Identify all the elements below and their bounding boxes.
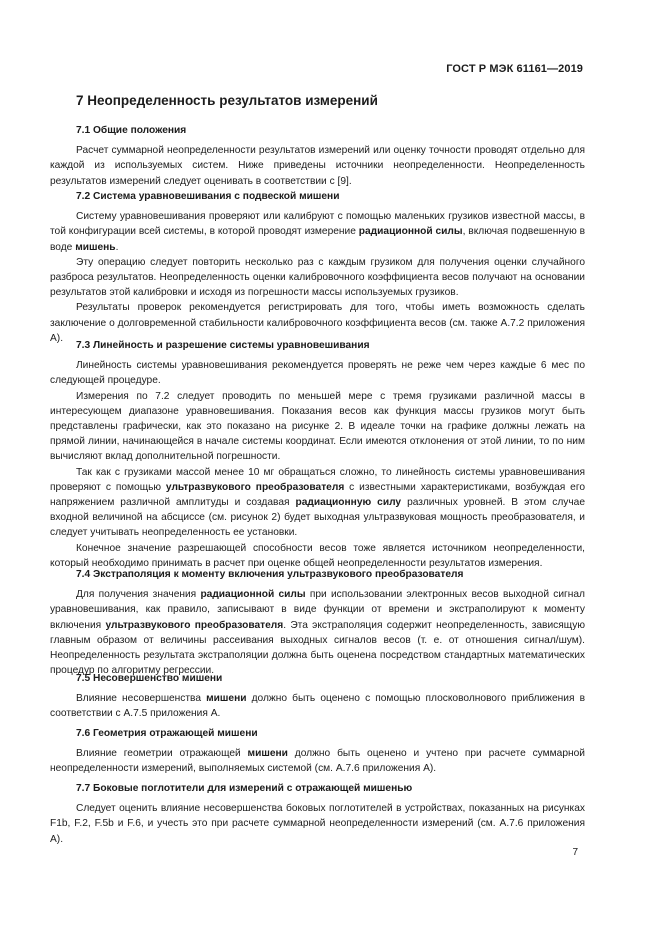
text-run: Измерения по 7.2 следует проводить по меньшей мере с тремя грузиками различной массы в интересующем диапазоне уравновешивания. Показания весов как функция массы грузиков могут быть представлены графически, как это показано на рисунке 2. В идеале точки на графике должны лежать на прямой линии, начинающейся в начале системы координат. Если имеются отклонения от этой линии, то по ним вычисляют вклад дополнительной погрешности.: [50, 390, 585, 463]
subsection-7-2: [50, 189, 585, 346]
subsection-heading: 7.2 Система уравновешивания с подвеской мишени: [76, 191, 340, 202]
bold-term: мишень: [75, 241, 116, 253]
paragraph: [50, 801, 585, 847]
paragraph: [50, 209, 585, 255]
text-run: с известными характеристиками, возбуждая его напряжением различной амплитуды и создавая: [50, 481, 585, 509]
subsection-heading: 7.4 Экстраполяция к моменту включения ультразвукового преобразователя: [76, 569, 464, 580]
text-run: Для получения значения: [76, 589, 201, 601]
bold-term: радиационной силы: [200, 589, 306, 601]
subsection-heading: 7.5 Несовершенство мишени: [76, 673, 223, 684]
text-run: , включая подвешенную в воде: [50, 226, 585, 253]
text-run: . Эта экстраполяция содержит неопределенность, зависящую главным образом от величины рассеивания выходных сигналов весов (т. е. от отношения сигнал/шум). Неопределенность результата экстраполяции должна быть оценена посредством стандартных математических процедур по алгоритму регрессии.: [50, 619, 586, 677]
text-run: должно быть оценено и учтено при расчете суммарной неопределенности измерений, выполняемых системой (см. А.7.6 приложения А).: [50, 748, 585, 775]
subsection-7-7: [50, 781, 585, 847]
text-run: Расчет суммарной неопределенности результатов измерений или оценку точности проводят отдельно для каждой из используемых систем. Ниже приведены источники неопределенности. Неопределенность результатов измерений следует оценивать в соответствии с [9].: [50, 145, 585, 187]
text-run: Конечное значение разрешающей способности весов тоже является источником неопределенности, который необходимо принимать в расчет при оценке общей неопределенности результатов измерения.: [50, 542, 585, 569]
document-header: ГОСТ Р МЭК 61161—2019: [446, 63, 583, 75]
text-run: Эту операцию следует повторить несколько раз с каждым грузиком для получения оценки случайного разброса результатов. Неопределенность оценки калибровочного коэффициента весов получают на основании результатов этой калибровки и исходя из погрешности массы используемых грузиков.: [50, 256, 585, 299]
subsection-heading: 7.3 Линейность и разрешение системы уравновешивания: [76, 340, 370, 351]
paragraph: [50, 143, 585, 189]
subsection-heading: 7.6 Геометрия отражающей мишени: [76, 728, 258, 739]
paragraph: [50, 255, 585, 301]
text-run: Результаты проверок рекомендуется регистрировать для того, чтобы иметь возможность сделать заключение о долговременной стабильности калибровочного коэффициента весов (см. также А.7.2 приложения А).: [50, 302, 585, 344]
bold-term: радиационной силы: [358, 226, 463, 238]
text-run: различных уровней. В этом случае входной величиной на абсциссе (см. рисунок 2) будет выходная ультразвуковая мощность преобразователя, и следует учитывать неопределенность ее установки.: [50, 497, 585, 539]
text-run: при использовании электронных весов выходной сигнал уравновешивания, как правило, записывают в виде функции от времени и экстраполируют к моменту включения: [50, 589, 585, 631]
text-run: Влияние геометрии отражающей: [76, 748, 248, 760]
page-number: 7: [572, 847, 578, 858]
bold-term: радиационную силу: [295, 497, 402, 509]
paragraph: [50, 691, 585, 721]
subsection-7-4: [50, 567, 585, 678]
text-run: Так как с грузиками массой менее 10 мг обращаться сложно, то линейность системы уравновешивания проверяют с помощью: [50, 466, 585, 493]
subsection-7-6: [50, 726, 585, 777]
text-run: Следует оценить влияние несовершенства боковых поглотителей в устройствах, показанных на рисунках F1b, F.2, F.5b и F.6, и учесть это при расчете суммарной неопределенности измерений (см. А.7.6 приложения А).: [50, 803, 585, 845]
text-run: должно быть оценено с помощью плосковолнового приближения в соответствии с А.7.5 приложения А.: [50, 693, 585, 720]
paragraph: [50, 389, 585, 465]
paragraph: [50, 587, 585, 678]
paragraph: [50, 465, 585, 541]
text-run: Систему уравновешивания проверяют или калибруют с помощью маленьких грузиков известной массы, в той конфигурации всей системы, в которой проводят измерение: [50, 211, 585, 238]
subsection-7-5: [50, 671, 585, 722]
text-run: Влияние несовершенства: [76, 693, 207, 705]
subsection-heading: 7.7 Боковые поглотители для измерений с отражающей мишенью: [76, 783, 413, 794]
section-title: 7 Неопределенность результатов измерений: [76, 93, 378, 108]
bold-term: ультразвукового преобразователя: [105, 619, 284, 631]
bold-term: ультразвукового преобразователя: [165, 481, 345, 493]
subsection-heading: 7.1 Общие положения: [76, 125, 187, 136]
bold-term: мишени: [206, 693, 247, 705]
text-run: .: [115, 241, 119, 253]
paragraph: [50, 358, 585, 388]
bold-term: мишени: [247, 748, 288, 760]
paragraph: [50, 746, 585, 776]
subsection-7-1: [50, 123, 585, 189]
text-run: Линейность системы уравновешивания рекомендуется проверять не реже чем через каждые 6 мес по следующей процедуре.: [50, 360, 585, 387]
subsection-7-3: [50, 338, 585, 571]
